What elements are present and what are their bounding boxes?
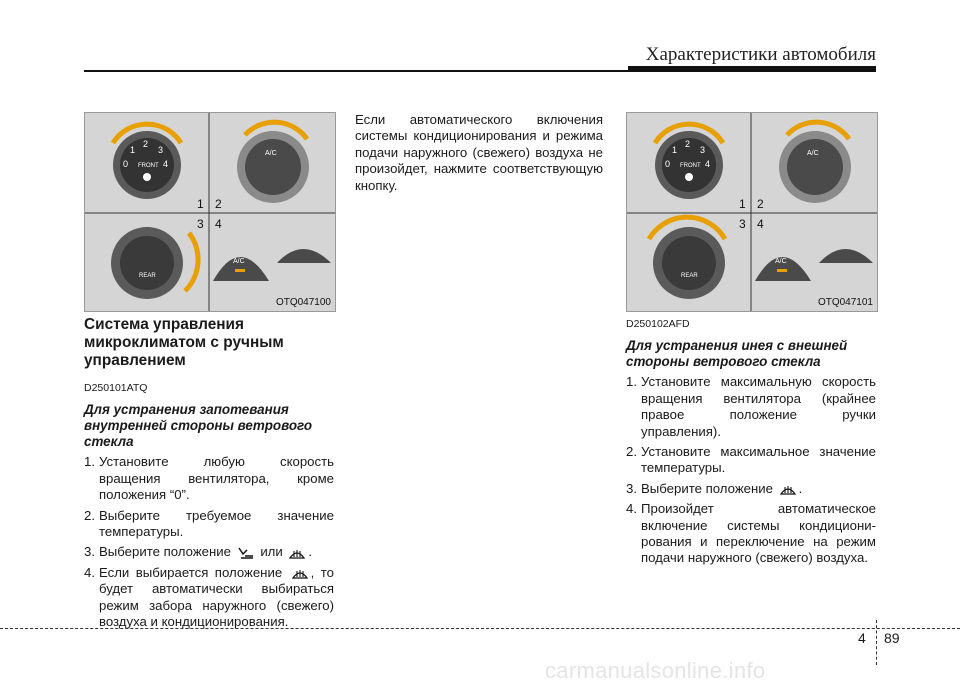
footer-rule <box>0 628 960 629</box>
svg-text:1: 1 <box>672 145 678 155</box>
svg-text:2: 2 <box>685 139 691 149</box>
subsection-heading: Для устранения инея с внешней стороны ветрового стекла <box>626 338 848 370</box>
svg-text:4: 4 <box>163 159 169 169</box>
windshield-defrost-icon <box>779 482 797 496</box>
column-right <box>626 316 876 571</box>
figure2-drawing <box>627 113 877 311</box>
section-code: D250102AFD <box>626 318 690 330</box>
figure-climate-controls-2: 2 1 3 0 4 FRONT A/C REAR A/C 1 2 3 4 OTQ047101 <box>626 112 878 312</box>
recirculation-button <box>819 249 873 263</box>
svg-text:0: 0 <box>665 159 671 169</box>
chapter-number: 4 <box>858 630 866 646</box>
list-item: 1. Установите любую скорость вращения вентилятора, кроме положения “0”. <box>84 454 334 503</box>
windshield-defrost-icon <box>288 546 306 560</box>
watermark: carmanualsonline.info <box>545 658 766 683</box>
svg-text:2: 2 <box>143 139 149 149</box>
list-item: 1. Установите максимальную скорость вращения вентилятора (крайнее правое положение ручки управления). <box>626 374 876 439</box>
svg-text:4: 4 <box>705 159 711 169</box>
footer-divider <box>876 620 877 665</box>
list-item: 3. Выберите положение или . <box>84 544 313 560</box>
section-heading: Система управления микроклиматом с ручным управлением <box>84 316 284 369</box>
header-title: Характеристики автомобиля <box>645 44 876 65</box>
figure1-drawing <box>85 113 335 311</box>
recirculation-button <box>277 249 331 263</box>
page-footer <box>0 620 960 689</box>
steps-list <box>626 374 876 566</box>
svg-text:3: 3 <box>700 145 706 155</box>
svg-text:FRONT: FRONT <box>680 163 701 169</box>
list-item: 4. Если выбирается положение , то будет автоматически выбираться режим забора наружного (свежего) воздуха и кондиционирования. <box>84 564 334 630</box>
svg-text:REAR: REAR <box>681 273 698 279</box>
svg-text:1: 1 <box>130 145 136 155</box>
figure2-caption: OTQ047101 <box>817 297 873 308</box>
svg-text:REAR: REAR <box>139 273 156 279</box>
page-header <box>0 0 960 80</box>
column-middle <box>355 112 603 194</box>
svg-text:A/C: A/C <box>233 258 245 265</box>
paragraph: Если автоматического включения системы кондиционирования и режима подачи наружного (свежего) воздуха не произойдет, нажмите соответствующую кнопку. <box>355 112 603 193</box>
list-item: 3. Выберите положение . <box>626 480 803 496</box>
windshield-defrost-icon <box>291 566 309 580</box>
svg-text:A/C: A/C <box>807 150 819 157</box>
rotation-arrow <box>185 233 198 291</box>
svg-text:0: 0 <box>123 159 129 169</box>
steps-list <box>84 454 334 630</box>
header-rule <box>84 70 876 72</box>
fan-icon <box>685 173 693 181</box>
figure1-caption: OTQ047100 <box>275 297 331 308</box>
list-item: 4. Произойдет автоматическое включение системы кондициони-рования и переключение на режим подачи наружного (свежего) воздуха. <box>626 501 876 566</box>
svg-text:3: 3 <box>158 145 164 155</box>
column-left <box>84 316 334 634</box>
subsection-heading: Для устранения запотевания внутренней стороны ветрового стекла <box>84 402 313 450</box>
fan-icon <box>143 173 151 181</box>
section-code: D250101ATQ <box>84 382 148 394</box>
svg-text:A/C: A/C <box>775 258 787 265</box>
page-number: 89 <box>884 630 900 646</box>
list-item: 2. Установите максимальное значение температуры. <box>626 444 876 476</box>
svg-text:A/C: A/C <box>265 150 277 157</box>
floor-defrost-mode-icon <box>237 546 255 560</box>
list-item: 2. Выберите требуемое значение температуры. <box>84 507 334 540</box>
figure-climate-controls-1: 2 1 3 0 4 FRONT A/C REAR A/C 1 2 3 4 OTQ047100 <box>84 112 336 312</box>
svg-text:FRONT: FRONT <box>138 163 159 169</box>
